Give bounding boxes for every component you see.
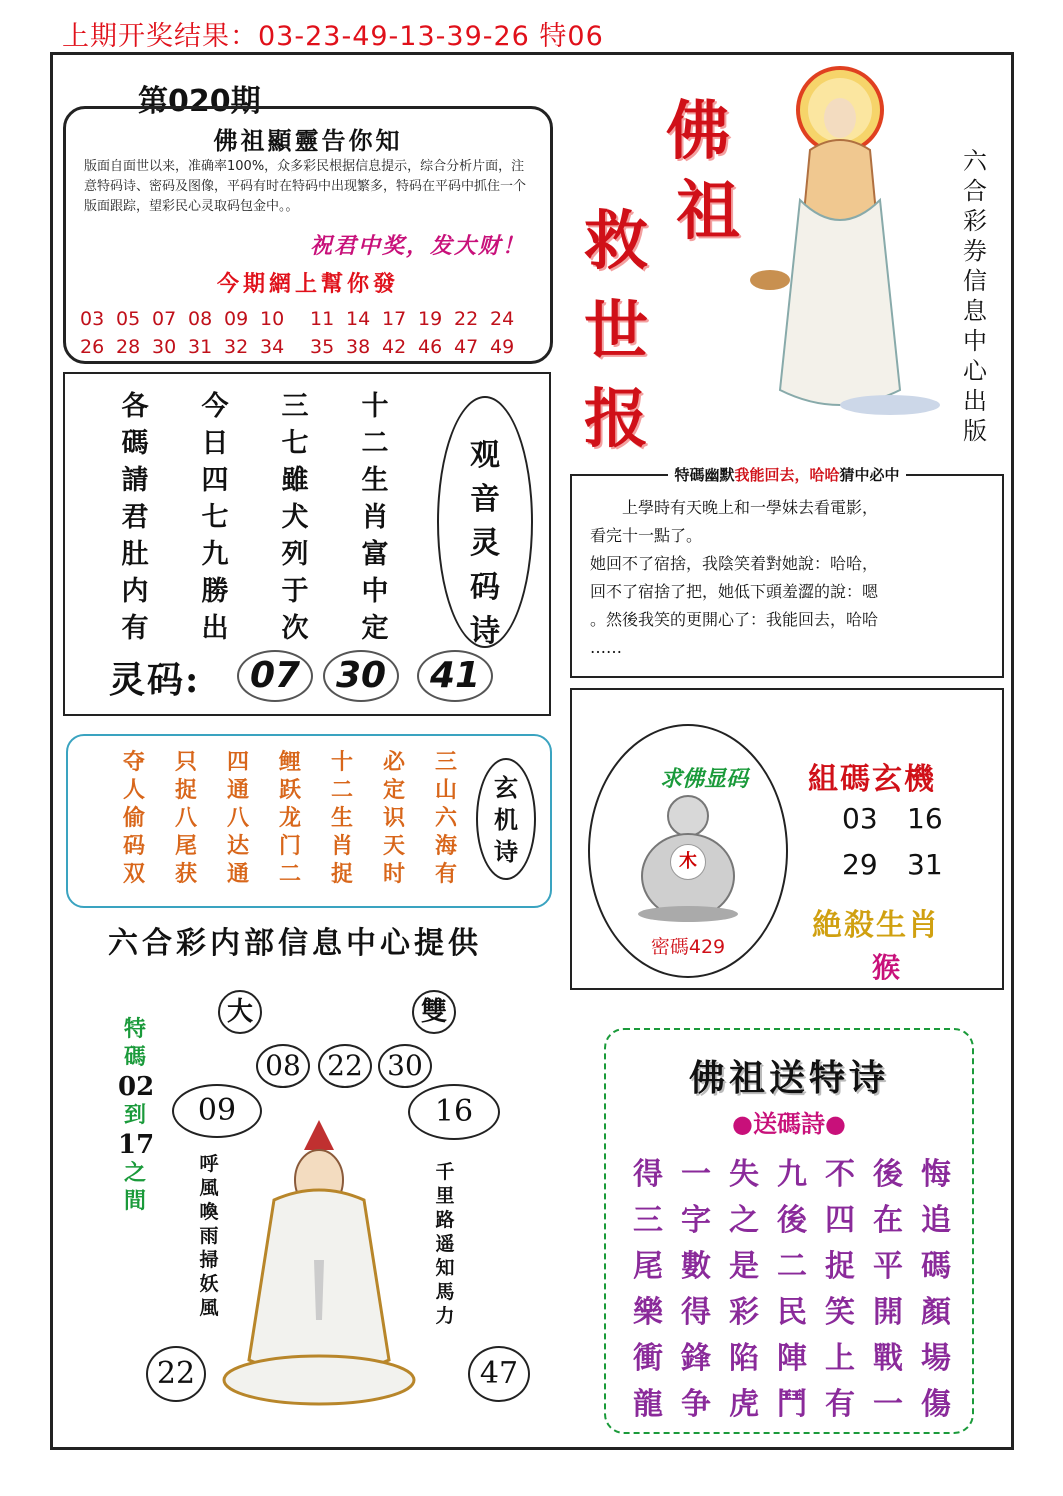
title-char: 救 bbox=[584, 204, 648, 279]
tema-range bbox=[118, 1016, 155, 1216]
buddha-box bbox=[570, 688, 1004, 990]
lottery-number: 46 bbox=[418, 336, 443, 358]
guanyin-poem-box bbox=[63, 372, 551, 716]
provider-text: 六合彩内部信息中心提供 bbox=[108, 926, 482, 961]
xuanji-char: 双 bbox=[122, 861, 145, 887]
number-oval: 16 bbox=[408, 1084, 500, 1140]
jueshao-title: 絶殺生肖 bbox=[812, 908, 940, 943]
send-poem-char: 民 bbox=[777, 1295, 807, 1330]
send-poem-char: 開 bbox=[873, 1295, 903, 1330]
send-poem-row bbox=[624, 1332, 960, 1378]
poem-char: 雖 bbox=[281, 465, 309, 496]
element-mark: 木 bbox=[670, 844, 706, 880]
send-poem-char: 一 bbox=[873, 1387, 903, 1422]
joke-title bbox=[572, 464, 1002, 485]
send-poem-row bbox=[624, 1148, 960, 1194]
lottery-number: 22 bbox=[454, 308, 479, 330]
send-poem-char: 笑 bbox=[825, 1295, 855, 1330]
send-poem-char: 陷 bbox=[729, 1341, 759, 1376]
poem-char: 十 bbox=[361, 391, 389, 422]
poem-char: 次 bbox=[281, 613, 309, 644]
oval-char: 灵 bbox=[470, 526, 500, 561]
xuanji-char: 肖 bbox=[330, 833, 353, 859]
send-poem-char: 得 bbox=[681, 1295, 711, 1330]
lottery-number: 31 bbox=[188, 336, 213, 358]
joke-line: 上學時有天晚上和一學妹去看電影， bbox=[622, 498, 879, 517]
tema-from: 02 bbox=[118, 1072, 155, 1102]
send-poem-char: 是 bbox=[729, 1249, 759, 1284]
lottery-number: 34 bbox=[260, 336, 285, 358]
lottery-number: 10 bbox=[260, 308, 285, 330]
send-poem-char: 二 bbox=[777, 1249, 807, 1284]
poem-char: 定 bbox=[361, 613, 389, 644]
buddha-heading: 求佛显码 bbox=[660, 767, 749, 792]
right-vertical-poem: 千里路遥知馬力 bbox=[435, 1161, 455, 1327]
title-char: 世 bbox=[584, 294, 648, 369]
number-oval: 47 bbox=[468, 1346, 530, 1402]
send-poem-char: 上 bbox=[825, 1341, 855, 1376]
poem-char: 各 bbox=[121, 391, 149, 422]
send-poem-char: 樂 bbox=[633, 1295, 663, 1330]
send-poem-char: 九 bbox=[777, 1157, 807, 1192]
send-poem-char: 數 bbox=[681, 1249, 711, 1284]
joke-title-red: 我能回去，哈哈 bbox=[734, 466, 840, 484]
joke-body bbox=[590, 494, 990, 662]
send-poem-char: 追 bbox=[921, 1203, 951, 1238]
poem-char: 九 bbox=[201, 539, 229, 570]
poem-char: 日 bbox=[201, 428, 229, 459]
poem-char: 四 bbox=[201, 465, 229, 496]
lottery-number: 14 bbox=[346, 308, 371, 330]
xuanji-column bbox=[114, 748, 154, 888]
send-poem-row bbox=[624, 1378, 960, 1424]
xuanji-char: 偷 bbox=[122, 805, 145, 831]
send-poem-char: 悔 bbox=[921, 1157, 951, 1192]
tema-end: 之間 bbox=[123, 1161, 146, 1214]
xuanji-char: 获 bbox=[174, 861, 197, 887]
joke-title-post: 猜中必中 bbox=[839, 466, 900, 484]
send-poem-char: 不 bbox=[825, 1157, 855, 1192]
poem-char: 請 bbox=[121, 465, 149, 496]
lingma-number: 07 bbox=[237, 650, 313, 702]
xuanji-char: 生 bbox=[330, 805, 353, 831]
xuanji-char: 四 bbox=[226, 749, 249, 775]
poem-char: 内 bbox=[121, 576, 149, 607]
number-row bbox=[80, 333, 540, 361]
zuma-title: 組碼玄機 bbox=[808, 762, 936, 797]
xuanji-char: 必 bbox=[382, 749, 405, 775]
send-poem-char: 彩 bbox=[729, 1295, 759, 1330]
poem-char: 碼 bbox=[121, 428, 149, 459]
number-oval: 09 bbox=[172, 1084, 262, 1138]
joke-line: 她回不了宿捨，我陰笑着對她說：哈哈， bbox=[590, 554, 879, 573]
lingma-number: 41 bbox=[417, 650, 493, 702]
previous-result: 上期开奖结果：03-23-49-13-39-26 特06 bbox=[62, 21, 604, 52]
xuanji-char: 码 bbox=[122, 833, 145, 859]
oval-char: 音 bbox=[470, 482, 500, 517]
guanyin-oval bbox=[437, 396, 533, 648]
poem-char: 中 bbox=[361, 576, 389, 607]
lottery-number: 05 bbox=[116, 308, 141, 330]
xuanji-oval bbox=[476, 758, 536, 880]
joke-line: 看完十一點了。 bbox=[590, 526, 703, 545]
oval-char: 玄 bbox=[494, 773, 518, 802]
poem-char: 肖 bbox=[361, 502, 389, 533]
lottery-number: 32 bbox=[224, 336, 249, 358]
xuanji-char: 只 bbox=[174, 749, 197, 775]
xuanji-char: 有 bbox=[434, 861, 457, 887]
big-mark: 大 bbox=[218, 990, 262, 1034]
lottery-number: 17 bbox=[382, 308, 407, 330]
send-poem-char: 得 bbox=[633, 1157, 663, 1192]
xuanji-char: 八 bbox=[226, 805, 249, 831]
xuanji-char: 门 bbox=[278, 833, 301, 859]
joke-line: 。然後我笑的更開心了：我能回去，哈哈 bbox=[590, 610, 879, 629]
send-poem-char: 在 bbox=[873, 1203, 903, 1238]
title-char: 佛 bbox=[666, 94, 730, 169]
xuanji-char: 通 bbox=[226, 861, 249, 887]
guanyin-standing-image bbox=[740, 60, 950, 430]
lottery-number: 38 bbox=[346, 336, 371, 358]
send-poem-char: 龍 bbox=[633, 1387, 663, 1422]
send-poem-char: 後 bbox=[873, 1157, 903, 1192]
title-char: 祖 bbox=[676, 174, 740, 249]
joke-box bbox=[570, 466, 1004, 678]
xuanji-char: 跃 bbox=[278, 777, 301, 803]
lottery-number: 49 bbox=[490, 336, 515, 358]
send-poem-char: 場 bbox=[921, 1341, 951, 1376]
xuanji-column bbox=[166, 748, 206, 888]
xuanji-char: 山 bbox=[434, 777, 457, 803]
lottery-number: 08 bbox=[188, 308, 213, 330]
lottery-number: 24 bbox=[490, 308, 515, 330]
xuanji-char: 夺 bbox=[122, 749, 145, 775]
notice-wish: 祝君中奖，发大财！ bbox=[309, 234, 526, 259]
xuanji-char: 识 bbox=[382, 805, 405, 831]
send-poem-row bbox=[624, 1240, 960, 1286]
xuanji-column bbox=[322, 748, 362, 888]
notice-numbers bbox=[80, 305, 540, 361]
main-title bbox=[580, 80, 750, 457]
oval-char: 观 bbox=[470, 438, 500, 473]
guanyin-seated-image bbox=[214, 1100, 424, 1410]
number-oval: 30 bbox=[378, 1044, 432, 1088]
xuanji-char: 达 bbox=[226, 833, 249, 859]
send-poem-row bbox=[624, 1286, 960, 1332]
xuanji-scroll bbox=[66, 734, 552, 908]
lottery-number: 47 bbox=[454, 336, 479, 358]
lottery-number: 28 bbox=[116, 336, 141, 358]
oval-char: 机 bbox=[494, 805, 518, 834]
send-poem-char: 捉 bbox=[825, 1249, 855, 1284]
lingma-label: 灵码: bbox=[109, 659, 201, 701]
tema-to-label: 到 bbox=[123, 1103, 146, 1128]
oval-char: 诗 bbox=[494, 837, 518, 866]
poem-char: 出 bbox=[201, 613, 229, 644]
number-row bbox=[80, 305, 540, 333]
poem-char: 生 bbox=[361, 465, 389, 496]
guanyin-title bbox=[439, 434, 531, 654]
lottery-number: 09 bbox=[224, 308, 249, 330]
xuanji-char: 龙 bbox=[278, 805, 301, 831]
xuanji-char: 二 bbox=[278, 861, 301, 887]
xuanji-char: 海 bbox=[434, 833, 457, 859]
send-poem-char: 失 bbox=[729, 1157, 759, 1192]
send-poem-char: 平 bbox=[873, 1249, 903, 1284]
lottery-number: 03 bbox=[80, 308, 105, 330]
poem-char: 肚 bbox=[121, 539, 149, 570]
xuanji-char: 捉 bbox=[174, 777, 197, 803]
lingma-number: 30 bbox=[323, 650, 399, 702]
poem-char: 三 bbox=[281, 391, 309, 422]
poem-column bbox=[275, 388, 315, 647]
zuma-numbers bbox=[842, 796, 972, 888]
send-poem-char: 三 bbox=[633, 1203, 663, 1238]
poem-char: 犬 bbox=[281, 502, 309, 533]
poem-char: 于 bbox=[281, 576, 309, 607]
send-poem-char: 四 bbox=[825, 1203, 855, 1238]
xuanji-char: 尾 bbox=[174, 833, 197, 859]
send-poem-grid bbox=[624, 1148, 960, 1424]
send-poem-char: 争 bbox=[681, 1387, 711, 1422]
poem-column bbox=[195, 388, 235, 647]
poem-char: 二 bbox=[361, 428, 389, 459]
notice-title: 佛祖顯靈告你知 bbox=[213, 126, 403, 155]
xuanji-char: 十 bbox=[330, 749, 353, 775]
publisher-vertical-text: 六合彩券信息中心出版 bbox=[963, 147, 987, 445]
lottery-number: 30 bbox=[152, 336, 177, 358]
xuanji-char: 通 bbox=[226, 777, 249, 803]
send-poem-char: 陣 bbox=[777, 1341, 807, 1376]
poem-char: 富 bbox=[361, 539, 389, 570]
left-vertical-poem: 呼風喚雨掃妖風 bbox=[199, 1153, 219, 1319]
poem-char: 七 bbox=[281, 428, 309, 459]
xuanji-char: 天 bbox=[382, 833, 405, 859]
jueshao-zodiac: 猴 bbox=[872, 951, 901, 984]
send-poem-char: 鬥 bbox=[777, 1387, 807, 1422]
send-poem-char: 字 bbox=[681, 1203, 711, 1238]
tema-label: 特碼 bbox=[123, 1017, 146, 1070]
lottery-number: 26 bbox=[80, 336, 105, 358]
double-mark: 雙 bbox=[412, 990, 456, 1034]
poem-column bbox=[355, 388, 395, 647]
send-poem-char: 顏 bbox=[921, 1295, 951, 1330]
xuanji-char: 人 bbox=[122, 777, 145, 803]
mima-text: 密碼429 bbox=[650, 936, 726, 958]
send-poem-char: 有 bbox=[825, 1387, 855, 1422]
lottery-number: 11 bbox=[310, 308, 335, 330]
send-poem-char: 傷 bbox=[921, 1387, 951, 1422]
tema-to: 17 bbox=[118, 1130, 155, 1160]
send-poem-char: 尾 bbox=[633, 1249, 663, 1284]
number-oval: 22 bbox=[146, 1346, 206, 1402]
notice-box bbox=[63, 106, 553, 364]
oval-char: 诗 bbox=[470, 614, 500, 649]
lottery-number: 35 bbox=[310, 336, 335, 358]
send-poem-box bbox=[604, 1028, 974, 1434]
joke-line: …… bbox=[590, 638, 622, 657]
zuma-number: 29 bbox=[842, 848, 878, 881]
send-poem-char: 之 bbox=[729, 1203, 759, 1238]
issue-number: 第020期 bbox=[138, 84, 261, 119]
poem-char: 有 bbox=[121, 613, 149, 644]
send-poem-char: 一 bbox=[681, 1157, 711, 1192]
poem-char: 七 bbox=[201, 502, 229, 533]
zuma-number: 03 bbox=[842, 802, 878, 835]
notice-subtitle: 今期網上幫你發 bbox=[216, 271, 399, 297]
lottery-number: 42 bbox=[382, 336, 407, 358]
lottery-number: 19 bbox=[418, 308, 443, 330]
oval-char: 码 bbox=[470, 570, 500, 605]
number-oval: 08 bbox=[256, 1044, 310, 1088]
joke-title-pre: 特碼幽默 bbox=[674, 466, 735, 484]
send-poem-row bbox=[624, 1194, 960, 1240]
send-poem-title: 佛祖送特诗 bbox=[688, 1057, 889, 1099]
xuanji-char: 六 bbox=[434, 805, 457, 831]
xuanji-char: 八 bbox=[174, 805, 197, 831]
send-poem-char: 鋒 bbox=[681, 1341, 711, 1376]
poem-char: 君 bbox=[121, 502, 149, 533]
poem-char: 列 bbox=[281, 539, 309, 570]
poem-char: 勝 bbox=[201, 576, 229, 607]
xuanji-char: 二 bbox=[330, 777, 353, 803]
xuanji-char: 捉 bbox=[330, 861, 353, 887]
xuanji-char: 鲤 bbox=[278, 749, 301, 775]
send-poem-char: 虎 bbox=[729, 1387, 759, 1422]
notice-intro: 版面自面世以来，准确率100%，众多彩民根据信息提示，综合分析片面，注意特码诗、密码及图像，平码有时在特码中出现繁多，特码在平码中抓住一个版面跟踪，望彩民心灵取码包金中。。 bbox=[84, 159, 527, 214]
send-poem-char: 衝 bbox=[633, 1341, 663, 1376]
xuanji-column bbox=[218, 748, 258, 888]
poem-column bbox=[115, 388, 155, 647]
joke-line: 回不了宿捨了把，她低下頭羞澀的說：嗯 bbox=[590, 582, 879, 601]
lottery-number: 07 bbox=[152, 308, 177, 330]
buddha-oval bbox=[588, 724, 788, 978]
send-poem-char: 碼 bbox=[921, 1249, 951, 1284]
xuanji-column bbox=[270, 748, 310, 888]
xuanji-char: 三 bbox=[434, 749, 457, 775]
title-char: 报 bbox=[584, 382, 648, 457]
send-poem-char: 後 bbox=[777, 1203, 807, 1238]
zuma-number: 16 bbox=[907, 802, 943, 835]
number-oval: 22 bbox=[318, 1044, 372, 1088]
send-poem-char: 戰 bbox=[873, 1341, 903, 1376]
xuanji-column bbox=[374, 748, 414, 888]
xuanji-column bbox=[426, 748, 466, 888]
poem-char: 今 bbox=[201, 391, 229, 422]
xuanji-char: 定 bbox=[382, 777, 405, 803]
xuanji-title bbox=[478, 772, 534, 868]
zuma-number: 31 bbox=[907, 848, 943, 881]
xuanji-char: 时 bbox=[382, 861, 405, 887]
send-poem-subtitle: ●送碼詩● bbox=[732, 1109, 846, 1138]
